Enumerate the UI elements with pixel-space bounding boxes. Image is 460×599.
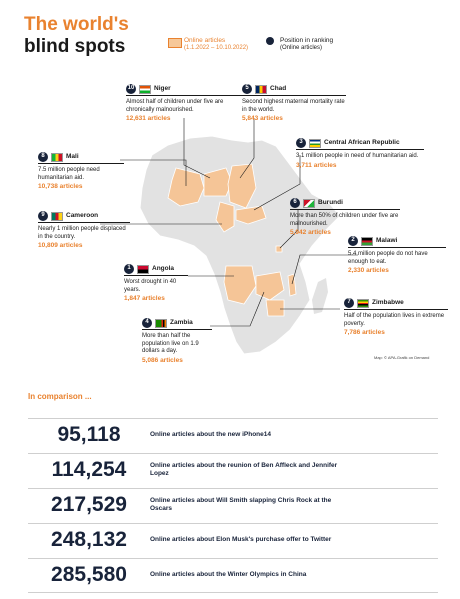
- comparison-text: Online articles about the new iPhone14: [150, 430, 271, 438]
- legend-rank-sub: (Online articles): [280, 45, 323, 51]
- divider: [126, 95, 246, 96]
- chad-flag-icon: [255, 85, 267, 94]
- callout-malawi: [348, 236, 446, 275]
- callout-central-african-republic: [296, 138, 424, 169]
- country-description: 7.5 million people need humanitarian aid.: [38, 167, 100, 181]
- country-description: Nearly 1 million people displaced in the country.: [38, 226, 126, 240]
- title-line-2: blind spots: [24, 36, 126, 57]
- page-title: [24, 14, 129, 58]
- article-count: 5,942 articles: [290, 229, 331, 236]
- article-count: 10,809 articles: [38, 242, 83, 249]
- legend-online-period: (1.1.2022 – 10.10.2022): [184, 45, 249, 51]
- article-count: 10,738 articles: [38, 183, 83, 190]
- malawi-flag-icon: [361, 237, 373, 246]
- article-count: 3,711 articles: [296, 161, 337, 169]
- mali-flag-icon: [51, 153, 63, 162]
- divider: [290, 209, 400, 210]
- comparison-text: Online articles about Will Smith slapping Chris Rock at the Oscars: [150, 496, 332, 512]
- niger-flag-icon: [139, 85, 151, 94]
- callout-zimbabwe: [344, 298, 448, 337]
- rank-badge: 7: [344, 298, 354, 308]
- divider: [38, 163, 124, 164]
- rank-badge: 10: [126, 84, 136, 94]
- country-description: 3.1 million people in need of humanitarian aid.: [296, 153, 419, 159]
- rank-badge: 9: [38, 211, 48, 221]
- callout-angola: [124, 264, 188, 303]
- callout-burundi: [290, 198, 400, 237]
- comparison-value: 248,132: [51, 528, 127, 551]
- callout-niger: [126, 84, 246, 123]
- comparison-text: Online articles about the reunion of Ben Affleck and Jennifer Lopez: [150, 461, 338, 477]
- madagascar: [312, 278, 328, 314]
- callout-mali: [38, 152, 124, 191]
- country-name: Zimbabwe: [372, 299, 404, 307]
- divider: [296, 149, 424, 150]
- article-count: 5,843 articles: [242, 115, 283, 122]
- article-count: 2,330 articles: [348, 267, 389, 274]
- country-name: Niger: [154, 85, 171, 93]
- divider: [124, 275, 188, 276]
- country-name: Malawi: [376, 237, 398, 245]
- country-name: Burundi: [318, 199, 343, 207]
- country-description: Half of the population lives in extreme poverty.: [344, 313, 445, 327]
- cameroon-flag-icon: [51, 212, 63, 221]
- comparison-row: [28, 558, 438, 591]
- country-name: Central African Republic: [324, 139, 400, 147]
- country-description: Worst drought in 40 years.: [124, 279, 177, 293]
- comparison-value: 95,118: [57, 423, 121, 446]
- map-zimbabwe: [266, 300, 284, 316]
- article-count: 12,631 articles: [126, 115, 171, 122]
- rank-badge: 1: [124, 264, 134, 274]
- country-name: Mali: [66, 153, 79, 161]
- comparison-row: [28, 453, 438, 486]
- rank-badge: 8: [38, 152, 48, 162]
- country-description: Second highest maternal mortality rate in the world.: [242, 99, 345, 113]
- comparison-text: Online articles about the Winter Olympics in China: [150, 570, 307, 578]
- rank-dot-icon: [266, 37, 274, 45]
- article-count: 1,847 articles: [124, 295, 165, 302]
- callout-cameroon: [38, 211, 130, 250]
- rank-badge: 5: [242, 84, 252, 94]
- burundi-flag-icon: [303, 199, 315, 208]
- country-description: More than half the population live on 1.9 dollars a day.: [142, 333, 199, 354]
- callout-chad: [242, 84, 346, 123]
- divider: [344, 309, 448, 310]
- comparison-row: [28, 488, 438, 521]
- car-flag-icon: [309, 139, 321, 148]
- zambia-flag-icon: [155, 319, 167, 328]
- comparison-value: 217,529: [51, 493, 127, 516]
- comparison-text: Online articles about Elon Musk's purchase offer to Twitter: [150, 535, 332, 543]
- rank-badge: 2: [348, 236, 358, 246]
- comparison-row: [28, 523, 438, 556]
- legend-online-label: Online articles: [184, 37, 226, 44]
- country-name: Angola: [152, 265, 175, 273]
- divider: [28, 592, 438, 593]
- online-articles-swatch: [168, 38, 182, 48]
- callout-zambia: [142, 318, 212, 364]
- legend-rank-label: Position in ranking: [280, 37, 334, 44]
- divider: [38, 222, 130, 223]
- divider: [142, 329, 212, 330]
- title-line-1: The world's: [24, 14, 129, 35]
- zimbabwe-flag-icon: [357, 299, 369, 308]
- divider: [242, 95, 346, 96]
- country-name: Chad: [270, 85, 287, 93]
- angola-flag-icon: [137, 265, 149, 274]
- map-credit: Map: © APA-Grafik on Demand: [374, 355, 430, 360]
- divider: [348, 247, 446, 248]
- rank-badge: 4: [142, 318, 152, 328]
- rank-badge: 6: [290, 198, 300, 208]
- country-description: Almost half of children under five are chronically malnourished.: [126, 99, 224, 113]
- rank-badge: 3: [296, 138, 306, 148]
- comparison-row: [28, 418, 438, 451]
- article-count: 5,086 articles: [142, 356, 183, 364]
- country-description: More than 50% of children under five are malnourished.: [290, 213, 399, 227]
- country-name: Cameroon: [66, 212, 99, 220]
- comparison-value: 285,580: [51, 563, 127, 586]
- comparison-value: 114,254: [51, 458, 127, 481]
- country-description: 5.4 million people do not have enough to eat.: [348, 251, 428, 265]
- article-count: 7,786 articles: [344, 329, 385, 336]
- country-name: Zambia: [170, 319, 193, 327]
- comparison-heading: In comparison ...: [28, 392, 92, 401]
